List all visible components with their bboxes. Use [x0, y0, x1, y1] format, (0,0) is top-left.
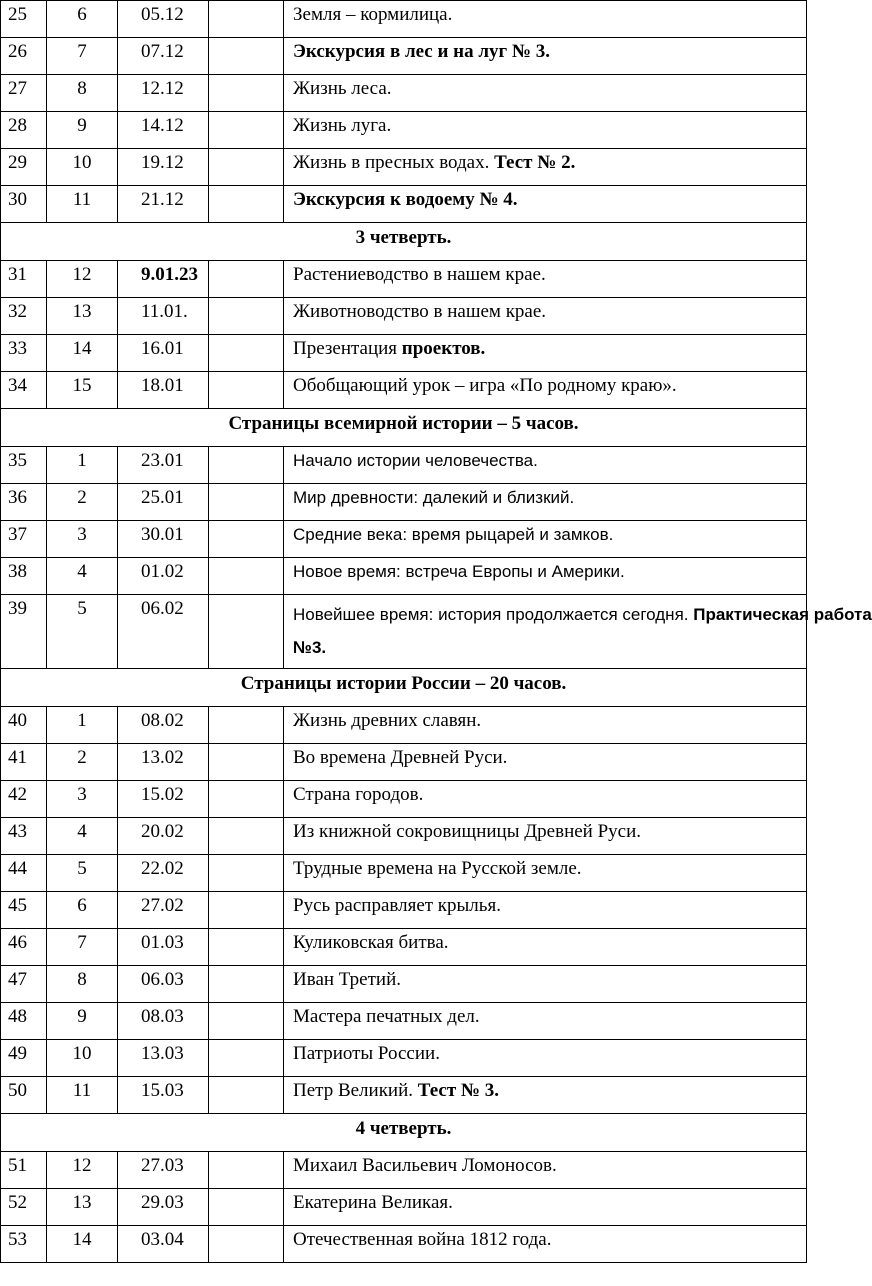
section-lesson-number: 12	[47, 261, 118, 298]
lesson-number: 40	[1, 707, 47, 744]
actual-date-cell	[209, 744, 284, 781]
lesson-date: 03.04	[118, 1226, 209, 1263]
lesson-number: 45	[1, 892, 47, 929]
lesson-date: 29.03	[118, 1189, 209, 1226]
section-lesson-number: 13	[47, 298, 118, 335]
lesson-row	[1, 929, 807, 966]
lesson-number: 44	[1, 855, 47, 892]
lesson-topic	[284, 149, 807, 186]
actual-date-cell	[209, 1077, 284, 1114]
actual-date-cell	[209, 892, 284, 929]
section-lesson-number: 11	[47, 1077, 118, 1114]
section-lesson-number: 3	[47, 521, 118, 558]
lesson-number: 36	[1, 484, 47, 521]
actual-date-cell	[209, 484, 284, 521]
section-lesson-number: 7	[47, 38, 118, 75]
lesson-date: 12.12	[118, 75, 209, 112]
lesson-topic	[284, 261, 807, 298]
lesson-number: 43	[1, 818, 47, 855]
lesson-topic	[284, 1152, 807, 1189]
lesson-topic-part: Презентация	[293, 338, 402, 359]
lesson-topic-part: Петр Великий.	[293, 1080, 418, 1101]
section-lesson-number: 9	[47, 112, 118, 149]
lesson-topic-part: Жизнь в пресных водах.	[293, 152, 495, 173]
lesson-row	[1, 1, 807, 38]
lesson-date: 06.03	[118, 966, 209, 1003]
lesson-date: 13.03	[118, 1040, 209, 1077]
lesson-topic-part: Иван Третий.	[293, 969, 401, 990]
section-lesson-number: 12	[47, 1152, 118, 1189]
lesson-row	[1, 335, 807, 372]
lesson-date: 14.12	[118, 112, 209, 149]
lesson-topic	[284, 447, 807, 484]
lesson-number: 42	[1, 781, 47, 818]
lesson-row	[1, 595, 807, 669]
section-lesson-number: 6	[47, 1, 118, 38]
section-title: 3 четверть.	[1, 223, 807, 261]
lesson-row	[1, 1152, 807, 1189]
lesson-topic-part: Новейшее время: история продолжается сегодня.	[293, 605, 694, 624]
lesson-date: 07.12	[118, 38, 209, 75]
lesson-number: 48	[1, 1003, 47, 1040]
lesson-row	[1, 1226, 807, 1263]
lesson-date: 19.12	[118, 149, 209, 186]
lesson-number: 32	[1, 298, 47, 335]
lesson-topic	[284, 744, 807, 781]
lesson-row	[1, 855, 807, 892]
actual-date-cell	[209, 855, 284, 892]
actual-date-cell	[209, 818, 284, 855]
lesson-number: 30	[1, 186, 47, 223]
lesson-number: 33	[1, 335, 47, 372]
lesson-date: 25.01	[118, 484, 209, 521]
lesson-topic	[284, 1226, 807, 1263]
lesson-topic-bold-part: Практическая работа	[693, 605, 872, 624]
lesson-topic	[284, 855, 807, 892]
lesson-topic-bold-part: Экскурсия в лес и на луг № 3.	[293, 41, 550, 62]
section-lesson-number: 6	[47, 892, 118, 929]
lesson-topic	[284, 112, 807, 149]
section-title: 4 четверть.	[1, 1114, 807, 1152]
lesson-topic-part: Трудные времена на Русской земле.	[293, 858, 582, 879]
lesson-number: 25	[1, 1, 47, 38]
lesson-number: 39	[1, 595, 47, 669]
lesson-topic-part: Екатерина Великая.	[293, 1192, 453, 1213]
actual-date-cell	[209, 298, 284, 335]
lesson-number: 49	[1, 1040, 47, 1077]
lesson-topic	[284, 484, 807, 521]
lesson-topic-part: Новое время: встреча Европы и Америки.	[293, 562, 625, 581]
lesson-topic	[284, 186, 807, 223]
lesson-topic	[284, 818, 807, 855]
lesson-number: 47	[1, 966, 47, 1003]
lesson-date: 21.12	[118, 186, 209, 223]
actual-date-cell	[209, 335, 284, 372]
lesson-topic	[284, 558, 807, 595]
lesson-row	[1, 447, 807, 484]
lesson-row	[1, 38, 807, 75]
lesson-date: 01.03	[118, 929, 209, 966]
actual-date-cell	[209, 186, 284, 223]
lesson-date: 27.03	[118, 1152, 209, 1189]
lesson-topic-bold-part: Экскурсия к водоему № 4.	[293, 189, 518, 210]
lesson-number: 52	[1, 1189, 47, 1226]
lesson-date: 05.12	[118, 1, 209, 38]
section-lesson-number: 7	[47, 929, 118, 966]
section-title: Страницы всемирной истории – 5 часов.	[1, 409, 807, 447]
lesson-topic	[284, 929, 807, 966]
actual-date-cell	[209, 1189, 284, 1226]
section-lesson-number: 2	[47, 484, 118, 521]
lesson-topic	[284, 707, 807, 744]
lesson-topic	[284, 521, 807, 558]
lesson-number: 38	[1, 558, 47, 595]
lesson-row	[1, 818, 807, 855]
actual-date-cell	[209, 1226, 284, 1263]
section-lesson-number: 5	[47, 595, 118, 669]
lesson-number: 29	[1, 149, 47, 186]
actual-date-cell	[209, 372, 284, 409]
actual-date-cell	[209, 707, 284, 744]
lesson-date: 23.01	[118, 447, 209, 484]
lesson-topic	[284, 372, 807, 409]
section-lesson-number: 1	[47, 447, 118, 484]
section-lesson-number: 8	[47, 966, 118, 1003]
lesson-number: 35	[1, 447, 47, 484]
actual-date-cell	[209, 1152, 284, 1189]
lesson-date: 20.02	[118, 818, 209, 855]
lesson-number: 26	[1, 38, 47, 75]
actual-date-cell	[209, 929, 284, 966]
lesson-row	[1, 707, 807, 744]
section-lesson-number: 14	[47, 1226, 118, 1263]
section-lesson-number: 10	[47, 1040, 118, 1077]
lesson-number: 53	[1, 1226, 47, 1263]
lesson-topic	[284, 1077, 807, 1114]
lesson-topic-part: Земля – кормилица.	[293, 4, 453, 25]
lesson-date: 27.02	[118, 892, 209, 929]
lesson-number: 41	[1, 744, 47, 781]
lesson-row	[1, 298, 807, 335]
section-lesson-number: 5	[47, 855, 118, 892]
actual-date-cell	[209, 781, 284, 818]
lesson-topic-part: Патриоты России.	[293, 1043, 440, 1064]
section-header-row	[1, 409, 807, 447]
lesson-topic-bold-part: проектов.	[401, 338, 486, 359]
lesson-topic-bold-part: Тест № 2.	[494, 152, 576, 173]
lesson-topic-bold-part: Тест № 3.	[417, 1080, 499, 1101]
lesson-date: 30.01	[118, 521, 209, 558]
section-lesson-number: 4	[47, 818, 118, 855]
actual-date-cell	[209, 595, 284, 669]
lesson-number: 27	[1, 75, 47, 112]
lesson-topic	[284, 335, 807, 372]
lesson-row	[1, 558, 807, 595]
section-lesson-number: 9	[47, 1003, 118, 1040]
lesson-number: 31	[1, 261, 47, 298]
lesson-topic	[284, 298, 807, 335]
lesson-topic	[284, 892, 807, 929]
section-lesson-number: 10	[47, 149, 118, 186]
lesson-topic	[284, 1, 807, 38]
lesson-topic-part: Средние века: время рыцарей и замков.	[293, 525, 614, 544]
lesson-date: 01.02	[118, 558, 209, 595]
section-lesson-number: 14	[47, 335, 118, 372]
lesson-row	[1, 892, 807, 929]
lesson-row	[1, 744, 807, 781]
section-lesson-number: 8	[47, 75, 118, 112]
lesson-topic-part: Михаил Васильевич Ломоносов.	[293, 1155, 557, 1176]
lesson-row	[1, 781, 807, 818]
actual-date-cell	[209, 261, 284, 298]
lesson-date: 08.03	[118, 1003, 209, 1040]
lesson-row	[1, 149, 807, 186]
actual-date-cell	[209, 38, 284, 75]
lesson-topic-part: Жизнь древних славян.	[293, 710, 482, 731]
lesson-row	[1, 484, 807, 521]
lesson-topic-part: Во времена Древней Руси.	[293, 747, 508, 768]
lesson-number: 37	[1, 521, 47, 558]
lesson-row	[1, 75, 807, 112]
lesson-number: 46	[1, 929, 47, 966]
lesson-date: 06.02	[118, 595, 209, 669]
lesson-row	[1, 966, 807, 1003]
section-lesson-number: 11	[47, 186, 118, 223]
lesson-topic	[284, 38, 807, 75]
lesson-topic-part: Отечественная война 1812 года.	[293, 1229, 552, 1250]
lesson-date: 22.02	[118, 855, 209, 892]
lesson-topic	[284, 1040, 807, 1077]
lesson-row	[1, 261, 807, 298]
lesson-topic	[284, 1003, 807, 1040]
section-header-row	[1, 1114, 807, 1152]
lesson-topic-part: Животноводство в нашем крае.	[293, 301, 547, 322]
lesson-topic	[284, 781, 807, 818]
actual-date-cell	[209, 521, 284, 558]
lesson-topic-part: Страна городов.	[293, 784, 424, 805]
lesson-topic	[284, 75, 807, 112]
lesson-topic	[284, 595, 872, 669]
lesson-number: 51	[1, 1152, 47, 1189]
lesson-topic-part: Мир древности: далекий и близкий.	[293, 488, 575, 507]
section-lesson-number: 1	[47, 707, 118, 744]
lesson-topic-part: Куликовская битва.	[293, 932, 449, 953]
lesson-topic-part: Обобщающий урок – игра «По родному краю».	[293, 375, 677, 396]
lesson-topic-part: Жизнь луга.	[293, 115, 392, 136]
lesson-date: 08.02	[118, 707, 209, 744]
section-lesson-number: 15	[47, 372, 118, 409]
lesson-date: 18.01	[118, 372, 209, 409]
lesson-topic-bold-part: №3.	[293, 638, 327, 657]
lesson-topic-part: Из книжной сокровищницы Древней Руси.	[293, 821, 642, 842]
lesson-plan-table-body	[1, 1, 872, 1263]
lesson-topic	[284, 966, 807, 1003]
lesson-row	[1, 186, 807, 223]
lesson-number: 50	[1, 1077, 47, 1114]
actual-date-cell	[209, 1, 284, 38]
section-lesson-number: 2	[47, 744, 118, 781]
section-lesson-number: 13	[47, 1189, 118, 1226]
actual-date-cell	[209, 966, 284, 1003]
section-title: Страницы истории России – 20 часов.	[1, 669, 807, 707]
actual-date-cell	[209, 112, 284, 149]
lesson-row	[1, 1077, 807, 1114]
section-header-row	[1, 669, 807, 707]
lesson-row	[1, 372, 807, 409]
actual-date-cell	[209, 1040, 284, 1077]
lesson-row	[1, 1189, 807, 1226]
lesson-date: 15.03	[118, 1077, 209, 1114]
actual-date-cell	[209, 149, 284, 186]
section-lesson-number: 3	[47, 781, 118, 818]
lesson-topic-part: Начало истории человечества.	[293, 451, 538, 470]
lesson-topic	[284, 1189, 807, 1226]
lesson-date: 16.01	[118, 335, 209, 372]
lesson-topic-part: Мастера печатных дел.	[293, 1006, 480, 1027]
section-header-row	[1, 223, 807, 261]
lesson-row	[1, 1040, 807, 1077]
actual-date-cell	[209, 447, 284, 484]
actual-date-cell	[209, 75, 284, 112]
lesson-topic-part: Жизнь леса.	[293, 78, 392, 99]
lesson-date: 13.02	[118, 744, 209, 781]
lesson-topic-part: Растениеводство в нашем крае.	[293, 264, 546, 285]
lesson-row	[1, 1003, 807, 1040]
actual-date-cell	[209, 1003, 284, 1040]
lesson-date: 11.01.	[118, 298, 209, 335]
lesson-topic-part: Русь расправляет крылья.	[293, 895, 501, 916]
lesson-number: 28	[1, 112, 47, 149]
lesson-date: 9.01.23	[118, 261, 209, 298]
actual-date-cell	[209, 558, 284, 595]
lesson-row	[1, 521, 807, 558]
section-lesson-number: 4	[47, 558, 118, 595]
lesson-number: 34	[1, 372, 47, 409]
lesson-date: 15.02	[118, 781, 209, 818]
lesson-row	[1, 112, 807, 149]
